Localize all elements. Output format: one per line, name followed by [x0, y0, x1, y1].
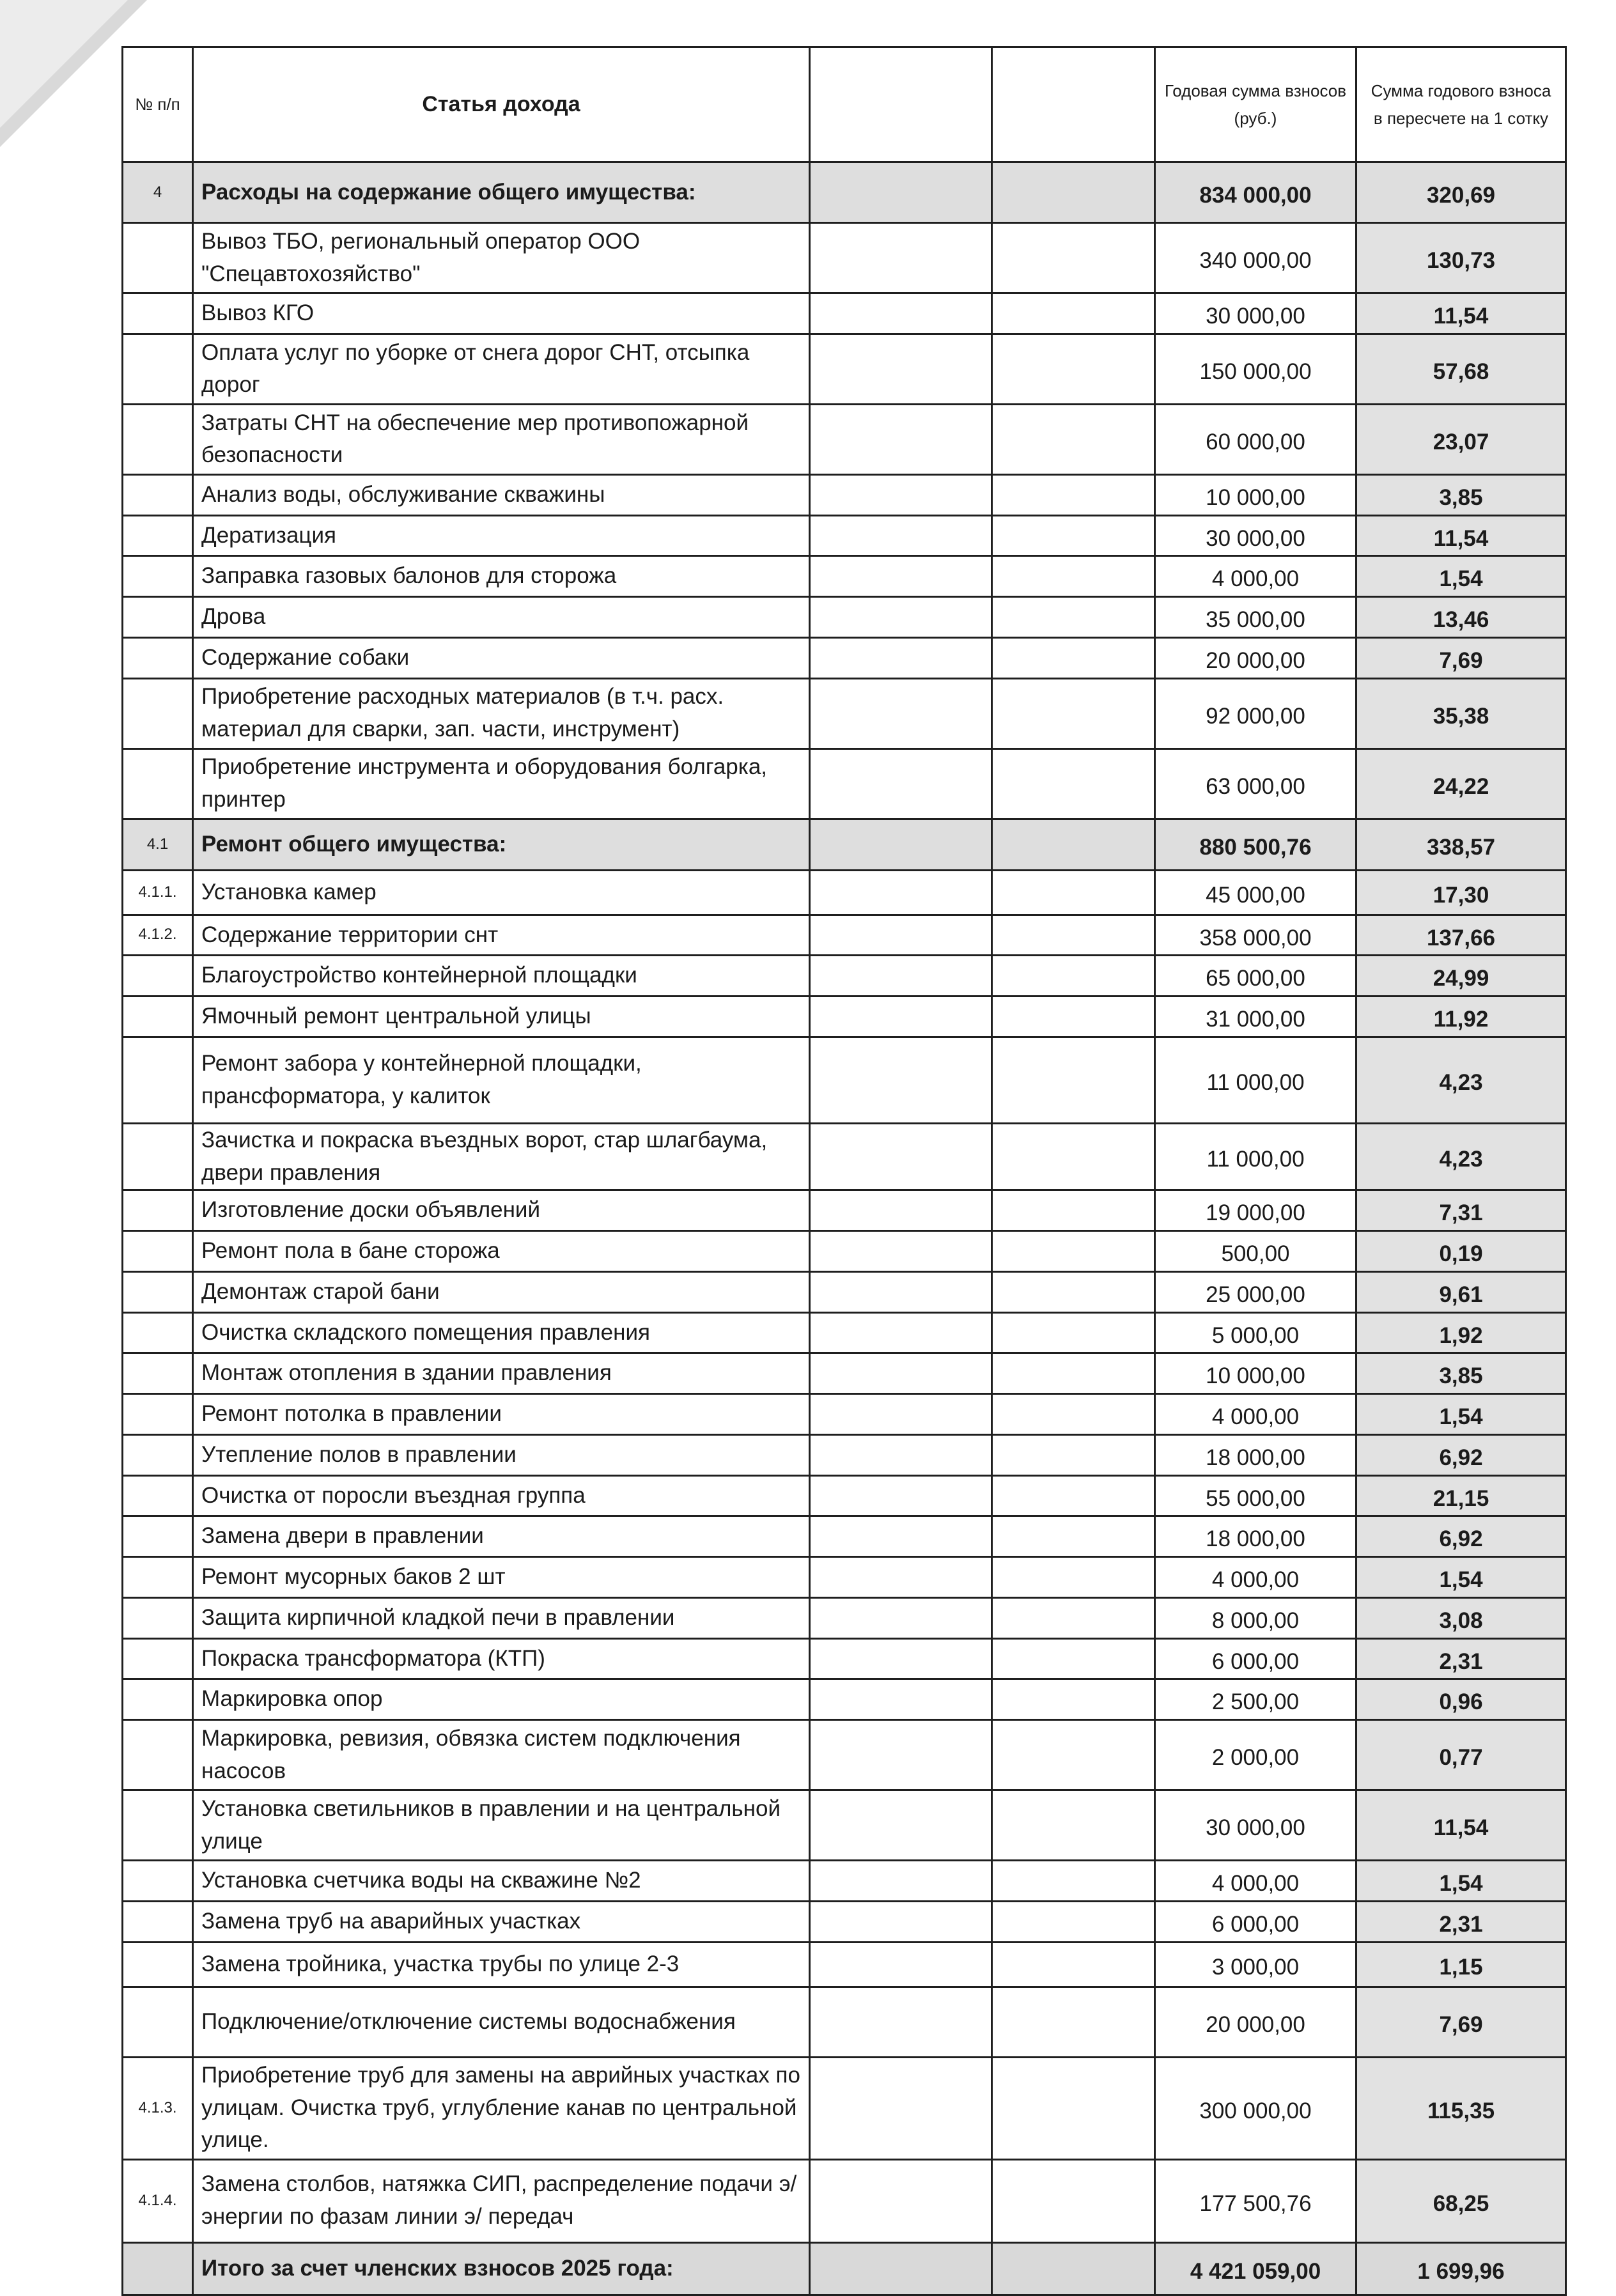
row-name: Дрова [193, 597, 810, 638]
table-row [123, 1987, 1566, 2057]
header-annual: Годовая сумма взносов (руб.) [1155, 47, 1356, 162]
row-name: Ремонт забора у контейнерной площадки, прансформатора, у калиток [193, 1037, 810, 1123]
row-blank-2 [992, 915, 1155, 956]
row-number: 4.1.3. [123, 2057, 193, 2159]
row-per-sotka: 3,85 [1356, 474, 1566, 515]
row-number [123, 1434, 193, 1475]
row-amount: 60 000,00 [1155, 404, 1356, 474]
row-blank-2 [992, 997, 1155, 1037]
row-blank-1 [810, 915, 992, 956]
row-amount: 65 000,00 [1155, 956, 1356, 997]
row-number [123, 1190, 193, 1231]
table-row [123, 1475, 1566, 1516]
row-number [123, 293, 193, 334]
row-per-sotka: 1,54 [1356, 1557, 1566, 1598]
row-blank-2 [992, 1312, 1155, 1353]
row-blank-2 [992, 678, 1155, 749]
table-row [123, 2159, 1566, 2242]
row-name: Монтаж отопления в здании правления [193, 1353, 810, 1394]
row-blank-2 [992, 1190, 1155, 1231]
row-blank-2 [992, 515, 1155, 556]
row-blank-1 [810, 819, 992, 870]
row-amount: 4 000,00 [1155, 1394, 1356, 1435]
table-row [123, 870, 1566, 915]
row-per-sotka: 68,25 [1356, 2159, 1566, 2242]
row-blank-1 [810, 597, 992, 638]
row-amount: 8 000,00 [1155, 1597, 1356, 1638]
row-per-sotka: 7,69 [1356, 637, 1566, 678]
row-name: Замена столбов, натяжка СИП, распределение подачи э/энергии по фазам линии э/ передач [193, 2159, 810, 2242]
row-name: Установка светильников в правлении и на центральной улице [193, 1790, 810, 1861]
row-number [123, 223, 193, 293]
row-blank-1 [810, 1123, 992, 1190]
row-blank-1 [810, 1942, 992, 1987]
row-number [123, 1475, 193, 1516]
row-name: Маркировка, ревизия, обвязка систем подключения насосов [193, 1720, 810, 1790]
row-number [123, 1790, 193, 1861]
row-name: Очистка складского помещения правления [193, 1312, 810, 1353]
table-row [123, 404, 1566, 474]
row-name: Дератизация [193, 515, 810, 556]
row-name: Установка счетчика воды на скважине №2 [193, 1861, 810, 1902]
row-name: Ремонт мусорных баков 2 шт [193, 1557, 810, 1598]
table-row [123, 556, 1566, 597]
table-row [123, 956, 1566, 997]
row-blank-2 [992, 597, 1155, 638]
table-header-row [123, 47, 1566, 162]
row-blank-1 [810, 1312, 992, 1353]
row-blank-2 [992, 2159, 1155, 2242]
row-amount: 2 500,00 [1155, 1679, 1356, 1720]
row-per-sotka: 320,69 [1356, 162, 1566, 223]
row-per-sotka: 137,66 [1356, 915, 1566, 956]
row-amount: 63 000,00 [1155, 749, 1356, 819]
row-blank-2 [992, 637, 1155, 678]
row-blank-1 [810, 956, 992, 997]
row-number [123, 1597, 193, 1638]
table-row [123, 1557, 1566, 1598]
row-amount: 45 000,00 [1155, 870, 1356, 915]
row-amount: 19 000,00 [1155, 1190, 1356, 1231]
table-row [123, 1638, 1566, 1679]
row-amount: 10 000,00 [1155, 1353, 1356, 1394]
row-number [123, 1557, 193, 1598]
row-amount: 4 000,00 [1155, 1557, 1356, 1598]
row-number [123, 1353, 193, 1394]
row-amount: 25 000,00 [1155, 1271, 1356, 1312]
row-per-sotka: 4,23 [1356, 1037, 1566, 1123]
row-blank-1 [810, 1353, 992, 1394]
row-number [123, 404, 193, 474]
row-amount: 3 000,00 [1155, 1942, 1356, 1987]
row-amount: 500,00 [1155, 1231, 1356, 1272]
row-name: Замена двери в правлении [193, 1516, 810, 1557]
row-name: Анализ воды, обслуживание скважины [193, 474, 810, 515]
row-blank-1 [810, 749, 992, 819]
row-name: Затраты СНТ на обеспечение мер противопожарной безопасности [193, 404, 810, 474]
row-per-sotka: 17,30 [1356, 870, 1566, 915]
section-row [123, 819, 1566, 870]
table-row [123, 334, 1566, 404]
row-per-sotka: 0,77 [1356, 1720, 1566, 1790]
row-amount: 2 000,00 [1155, 1720, 1356, 1790]
row-name: Содержание собаки [193, 637, 810, 678]
row-amount: 340 000,00 [1155, 223, 1356, 293]
row-number [123, 1231, 193, 1272]
row-name: Замена тройника, участка трубы по улице 2-3 [193, 1942, 810, 1987]
row-blank-2 [992, 870, 1155, 915]
table-row [123, 1720, 1566, 1790]
table-row [123, 293, 1566, 334]
row-name: Итого за счет членских взносов 2025 года: [193, 2242, 810, 2295]
row-number [123, 1394, 193, 1435]
row-blank-2 [992, 749, 1155, 819]
row-number [123, 1861, 193, 1902]
row-per-sotka: 11,54 [1356, 1790, 1566, 1861]
row-number [123, 1638, 193, 1679]
row-per-sotka: 1,54 [1356, 556, 1566, 597]
row-name: Покраска трансформатора (КТП) [193, 1638, 810, 1679]
row-blank-1 [810, 556, 992, 597]
row-number [123, 597, 193, 638]
row-blank-1 [810, 404, 992, 474]
row-amount: 11 000,00 [1155, 1123, 1356, 1190]
row-amount: 92 000,00 [1155, 678, 1356, 749]
table-row [123, 1901, 1566, 1942]
row-amount: 18 000,00 [1155, 1434, 1356, 1475]
row-blank-2 [992, 1679, 1155, 1720]
row-blank-1 [810, 1475, 992, 1516]
row-number [123, 749, 193, 819]
row-blank-1 [810, 223, 992, 293]
row-blank-1 [810, 1557, 992, 1598]
row-amount: 4 000,00 [1155, 556, 1356, 597]
row-per-sotka: 2,31 [1356, 1638, 1566, 1679]
row-blank-2 [992, 1516, 1155, 1557]
row-amount: 31 000,00 [1155, 997, 1356, 1037]
row-per-sotka: 11,92 [1356, 997, 1566, 1037]
row-name: Ремонт общего имущества: [193, 819, 810, 870]
row-per-sotka: 115,35 [1356, 2057, 1566, 2159]
row-number: 4.1.2. [123, 915, 193, 956]
row-number: 4.1.1. [123, 870, 193, 915]
table-row [123, 1679, 1566, 1720]
row-blank-2 [992, 223, 1155, 293]
table-row [123, 1353, 1566, 1394]
row-per-sotka: 6,92 [1356, 1434, 1566, 1475]
row-blank-1 [810, 1987, 992, 2057]
table-row [123, 474, 1566, 515]
row-blank-2 [992, 2057, 1155, 2159]
row-amount: 20 000,00 [1155, 1987, 1356, 2057]
row-blank-1 [810, 637, 992, 678]
row-per-sotka: 23,07 [1356, 404, 1566, 474]
row-number [123, 637, 193, 678]
row-name: Ремонт потолка в правлении [193, 1394, 810, 1435]
table-row [123, 597, 1566, 638]
header-blank-1 [810, 47, 992, 162]
row-name: Маркировка опор [193, 1679, 810, 1720]
row-blank-2 [992, 1638, 1155, 1679]
row-number [123, 956, 193, 997]
table-row [123, 1942, 1566, 1987]
row-blank-1 [810, 1271, 992, 1312]
header-per-sotka: Сумма годового взноса в пересчете на 1 сотку [1356, 47, 1566, 162]
row-blank-2 [992, 1231, 1155, 1272]
row-name: Очистка от поросли въездная группа [193, 1475, 810, 1516]
row-amount: 300 000,00 [1155, 2057, 1356, 2159]
row-number [123, 1901, 193, 1942]
row-per-sotka: 1,54 [1356, 1861, 1566, 1902]
row-number: 4.1.4. [123, 2159, 193, 2242]
row-blank-1 [810, 1679, 992, 1720]
row-blank-2 [992, 1271, 1155, 1312]
row-amount: 6 000,00 [1155, 1638, 1356, 1679]
table-row [123, 678, 1566, 749]
row-amount: 880 500,76 [1155, 819, 1356, 870]
table-row [123, 1790, 1566, 1861]
row-per-sotka: 1,92 [1356, 1312, 1566, 1353]
row-per-sotka: 0,19 [1356, 1231, 1566, 1272]
row-blank-2 [992, 2242, 1155, 2295]
row-blank-1 [810, 293, 992, 334]
row-per-sotka: 11,54 [1356, 515, 1566, 556]
row-blank-1 [810, 474, 992, 515]
row-name: Ремонт пола в бане сторожа [193, 1231, 810, 1272]
table-row [123, 1394, 1566, 1435]
header-blank-2 [992, 47, 1155, 162]
row-name: Подключение/отключение системы водоснабжения [193, 1987, 810, 2057]
row-per-sotka: 13,46 [1356, 597, 1566, 638]
row-name: Благоустройство контейнерной площадки [193, 956, 810, 997]
page-corner-fold-inner [0, 0, 128, 128]
table-row [123, 223, 1566, 293]
row-blank-1 [810, 515, 992, 556]
row-number [123, 334, 193, 404]
row-amount: 358 000,00 [1155, 915, 1356, 956]
table-row [123, 1037, 1566, 1123]
row-number [123, 1037, 193, 1123]
row-name: Ямочный ремонт центральной улицы [193, 997, 810, 1037]
row-blank-2 [992, 1123, 1155, 1190]
table-row [123, 1231, 1566, 1272]
row-blank-2 [992, 1037, 1155, 1123]
table-row [123, 1597, 1566, 1638]
row-number [123, 678, 193, 749]
row-blank-2 [992, 1557, 1155, 1598]
row-amount: 10 000,00 [1155, 474, 1356, 515]
table-row [123, 1312, 1566, 1353]
row-name: Вывоз ТБО, региональный оператор ООО "Спецавтохозяйство" [193, 223, 810, 293]
row-per-sotka: 21,15 [1356, 1475, 1566, 1516]
row-per-sotka: 4,23 [1356, 1123, 1566, 1190]
row-blank-1 [810, 1720, 992, 1790]
row-amount: 18 000,00 [1155, 1516, 1356, 1557]
row-number [123, 556, 193, 597]
row-amount: 6 000,00 [1155, 1901, 1356, 1942]
table-row [123, 1516, 1566, 1557]
row-amount: 834 000,00 [1155, 162, 1356, 223]
row-amount: 30 000,00 [1155, 293, 1356, 334]
row-number [123, 2242, 193, 2295]
table-row [123, 1123, 1566, 1190]
row-amount: 177 500,76 [1155, 2159, 1356, 2242]
row-number [123, 474, 193, 515]
row-per-sotka: 2,31 [1356, 1901, 1566, 1942]
header-title: Статья дохода [193, 47, 810, 162]
row-blank-2 [992, 1987, 1155, 2057]
document-page [121, 46, 1565, 2296]
row-per-sotka: 0,96 [1356, 1679, 1566, 1720]
table-row [123, 2057, 1566, 2159]
table-row [123, 515, 1566, 556]
row-blank-1 [810, 997, 992, 1037]
row-blank-2 [992, 1790, 1155, 1861]
row-name: Содержание территории снт [193, 915, 810, 956]
row-number [123, 1271, 193, 1312]
row-name: Оплата услуг по уборке от снега дорог СНТ, отсыпка дорог [193, 334, 810, 404]
row-blank-2 [992, 956, 1155, 997]
row-name: Приобретение инструмента и оборудования болгарка, принтер [193, 749, 810, 819]
row-number [123, 515, 193, 556]
row-blank-1 [810, 870, 992, 915]
row-per-sotka: 1 699,96 [1356, 2242, 1566, 2295]
row-amount: 4 421 059,00 [1155, 2242, 1356, 2295]
row-blank-2 [992, 1942, 1155, 1987]
row-amount: 150 000,00 [1155, 334, 1356, 404]
row-name: Демонтаж старой бани [193, 1271, 810, 1312]
row-amount: 30 000,00 [1155, 1790, 1356, 1861]
table-row [123, 637, 1566, 678]
row-amount: 55 000,00 [1155, 1475, 1356, 1516]
row-amount: 20 000,00 [1155, 637, 1356, 678]
row-blank-1 [810, 1394, 992, 1435]
row-per-sotka: 130,73 [1356, 223, 1566, 293]
row-name: Изготовление доски объявлений [193, 1190, 810, 1231]
row-name: Расходы на содержание общего имущества: [193, 162, 810, 223]
row-blank-2 [992, 404, 1155, 474]
row-blank-1 [810, 162, 992, 223]
table-row [123, 1271, 1566, 1312]
row-name: Замена труб на аварийных участках [193, 1901, 810, 1942]
row-number: 4 [123, 162, 193, 223]
row-amount: 4 000,00 [1155, 1861, 1356, 1902]
row-number [123, 1942, 193, 1987]
row-blank-2 [992, 1861, 1155, 1902]
row-per-sotka: 35,38 [1356, 678, 1566, 749]
row-per-sotka: 9,61 [1356, 1271, 1566, 1312]
row-blank-2 [992, 1434, 1155, 1475]
row-per-sotka: 3,08 [1356, 1597, 1566, 1638]
row-blank-2 [992, 162, 1155, 223]
row-per-sotka: 6,92 [1356, 1516, 1566, 1557]
row-per-sotka: 24,22 [1356, 749, 1566, 819]
row-name: Утепление полов в правлении [193, 1434, 810, 1475]
row-per-sotka: 3,85 [1356, 1353, 1566, 1394]
row-amount: 5 000,00 [1155, 1312, 1356, 1353]
row-blank-1 [810, 1638, 992, 1679]
header-num: № п/п [123, 47, 193, 162]
row-blank-1 [810, 1434, 992, 1475]
row-blank-2 [992, 1353, 1155, 1394]
row-per-sotka: 7,31 [1356, 1190, 1566, 1231]
row-blank-1 [810, 1037, 992, 1123]
row-amount: 11 000,00 [1155, 1037, 1356, 1123]
row-blank-2 [992, 819, 1155, 870]
row-blank-1 [810, 1516, 992, 1557]
row-amount: 30 000,00 [1155, 515, 1356, 556]
row-per-sotka: 1,54 [1356, 1394, 1566, 1435]
table-row [123, 1434, 1566, 1475]
row-number [123, 1312, 193, 1353]
table-row [123, 997, 1566, 1037]
section-row [123, 162, 1566, 223]
row-blank-1 [810, 1597, 992, 1638]
row-blank-1 [810, 2057, 992, 2159]
row-number [123, 1123, 193, 1190]
row-blank-2 [992, 1597, 1155, 1638]
row-per-sotka: 338,57 [1356, 819, 1566, 870]
row-number [123, 1720, 193, 1790]
table-row [123, 1861, 1566, 1902]
row-blank-1 [810, 1790, 992, 1861]
row-per-sotka: 7,69 [1356, 1987, 1566, 2057]
row-blank-1 [810, 1231, 992, 1272]
row-blank-2 [992, 1475, 1155, 1516]
row-per-sotka: 11,54 [1356, 293, 1566, 334]
row-blank-1 [810, 1190, 992, 1231]
row-blank-2 [992, 1720, 1155, 1790]
row-blank-1 [810, 1861, 992, 1902]
total-row [123, 2242, 1566, 2295]
row-blank-2 [992, 556, 1155, 597]
row-name: Вывоз КГО [193, 293, 810, 334]
row-name: Защита кирпичной кладкой печи в правлении [193, 1597, 810, 1638]
row-name: Приобретение расходных материалов (в т.ч. расх. материал для сварки, зап. части, инструмент) [193, 678, 810, 749]
row-per-sotka: 1,15 [1356, 1942, 1566, 1987]
row-amount: 35 000,00 [1155, 597, 1356, 638]
row-number: 4.1 [123, 819, 193, 870]
row-number [123, 1516, 193, 1557]
row-blank-1 [810, 2159, 992, 2242]
row-blank-1 [810, 678, 992, 749]
row-blank-2 [992, 474, 1155, 515]
row-number [123, 1987, 193, 2057]
row-blank-1 [810, 334, 992, 404]
row-per-sotka: 57,68 [1356, 334, 1566, 404]
row-blank-1 [810, 2242, 992, 2295]
row-blank-2 [992, 1394, 1155, 1435]
row-blank-2 [992, 1901, 1155, 1942]
row-name: Заправка газовых балонов для сторожа [193, 556, 810, 597]
row-blank-1 [810, 1901, 992, 1942]
row-blank-2 [992, 293, 1155, 334]
row-blank-2 [992, 334, 1155, 404]
row-name: Зачистка и покраска въездных ворот, стар шлагбаума, двери правления [193, 1123, 810, 1190]
table-row [123, 749, 1566, 819]
row-number [123, 1679, 193, 1720]
table-row [123, 915, 1566, 956]
table-row [123, 1190, 1566, 1231]
row-name: Установка камер [193, 870, 810, 915]
budget-table [121, 46, 1567, 2296]
row-name: Приобретение труб для замены на аврийных участках по улицам. Очистка труб, углубление канав по центральной улице. [193, 2057, 810, 2159]
row-per-sotka: 24,99 [1356, 956, 1566, 997]
row-number [123, 997, 193, 1037]
